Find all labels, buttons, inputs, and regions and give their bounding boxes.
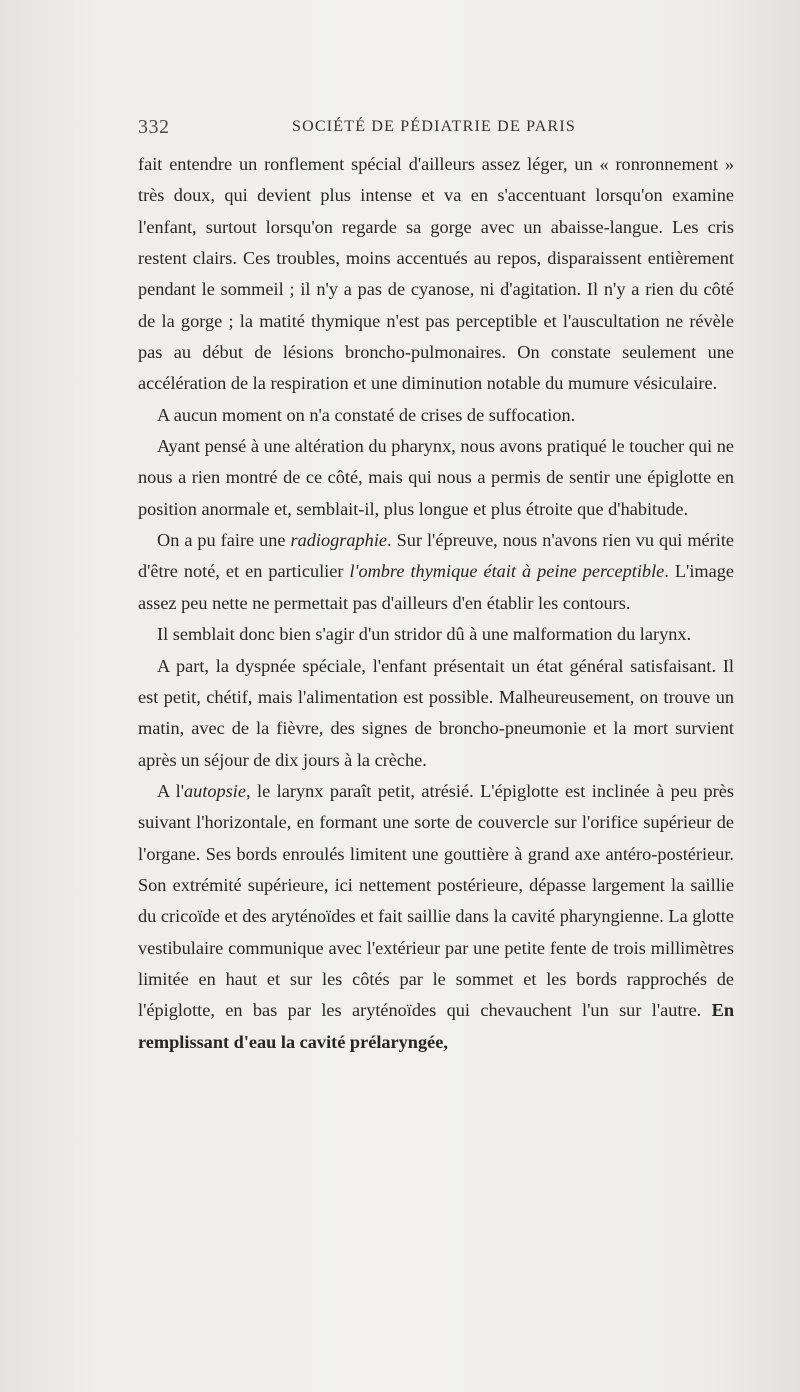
paragraph-clinical-signs [138,149,734,400]
paragraph-pharynx-exam [138,431,734,525]
italic-phrase-ombre-thymique: l'ombre thymique était à peine perceptible [349,561,665,582]
body-text [138,149,734,1058]
page-header [0,116,800,140]
text-segment: Il semblait donc bien s'agir d'un stridor dû à une malformation du larynx. [157,624,692,645]
paragraph-no-suffocation [138,400,734,431]
text-segment: A l' [157,780,185,801]
text-segment: , le larynx paraît petit, atrésié. L'épiglotte est inclinée à peu près suivant l'horizontale, en formant une sorte de couvercle sur l'orifice supérieur de l'organe. Ses bords enroulés limitent une gouttière à grand axe antéro-postérieur. Son extrémité supérieure, ici nettement postérieure, dépasse largement la saillie du cricoïde et des aryténoïdes et fait saillie dans la cavité pharyngienne. La glotte vestibulaire communique avec l'extérieur par une petite fente de trois millimètres limitée en haut et sur les côtés par le sommet et les bords rapprochés de l'épiglotte, en bas par les aryténoïdes qui chevauchent l'un sur l'autre. [138,780,734,1021]
bold-trailing-text: En remplissant d'eau la cavité prélaryngée, [138,1000,734,1052]
paragraph-radiography [138,525,734,619]
text-segment: . L'image assez peu nette ne permettait pas d'ailleurs d'en établir les contours. [138,561,734,613]
text-segment: On a pu faire une [157,530,291,551]
paragraph-autopsy [138,776,734,1058]
running-head: SOCIÉTÉ DE PÉDIATRIE DE PARIS [292,118,576,135]
text-segment: . Sur l'épreuve, nous n'avons rien vu qui mérite d'être noté, et en particulier [138,530,735,582]
italic-term-autopsie: autopsie [184,780,246,801]
text-segment: A part, la dyspnée spéciale, l'enfant présentait un état général satisfaisant. Il est petit, chétif, mais l'alimentation est possible. Malheureusement, on trouve un matin, avec de la fièvre, des signes de broncho-pneumonie et la mort survient après un séjour de dix jours à la crèche. [138,655,734,770]
paragraph-general-state [138,651,734,776]
page-number: 332 [138,116,170,138]
italic-term-radiographie: radiographie [290,530,388,551]
text-segment: Ayant pensé à une altération du pharynx, nous avons pratiqué le toucher qui ne nous a rien montré de ce côté, mais qui nous a permis de sentir une épiglotte en position anormale et, semblait-il, plus longue et plus étroite que d'habitude. [138,436,734,519]
text-segment: A aucun moment on n'a constaté de crises de suffocation. [157,404,576,425]
text-segment: fait entendre un ronflement spécial d'ailleurs assez léger, un « ronronnement » très doux, qui devient plus intense et va en s'accentuant lorsqu'on examine l'enfant, surtout lorsqu'on regarde sa gorge avec un abaisse-langue. Les cris restent clairs. Ces troubles, moins accentués au repos, disparaissent entièrement pendant le sommeil ; il n'y a pas de cyanose, ni d'agitation. Il n'y a rien du côté de la gorge ; la matité thymique n'est pas perceptible et l'auscultation ne révèle pas au début de lésions broncho-pulmonaires. On constate seulement une accélération de la respiration et une diminution notable du mumure vésiculaire. [138,154,734,394]
paragraph-stridor [138,619,734,650]
